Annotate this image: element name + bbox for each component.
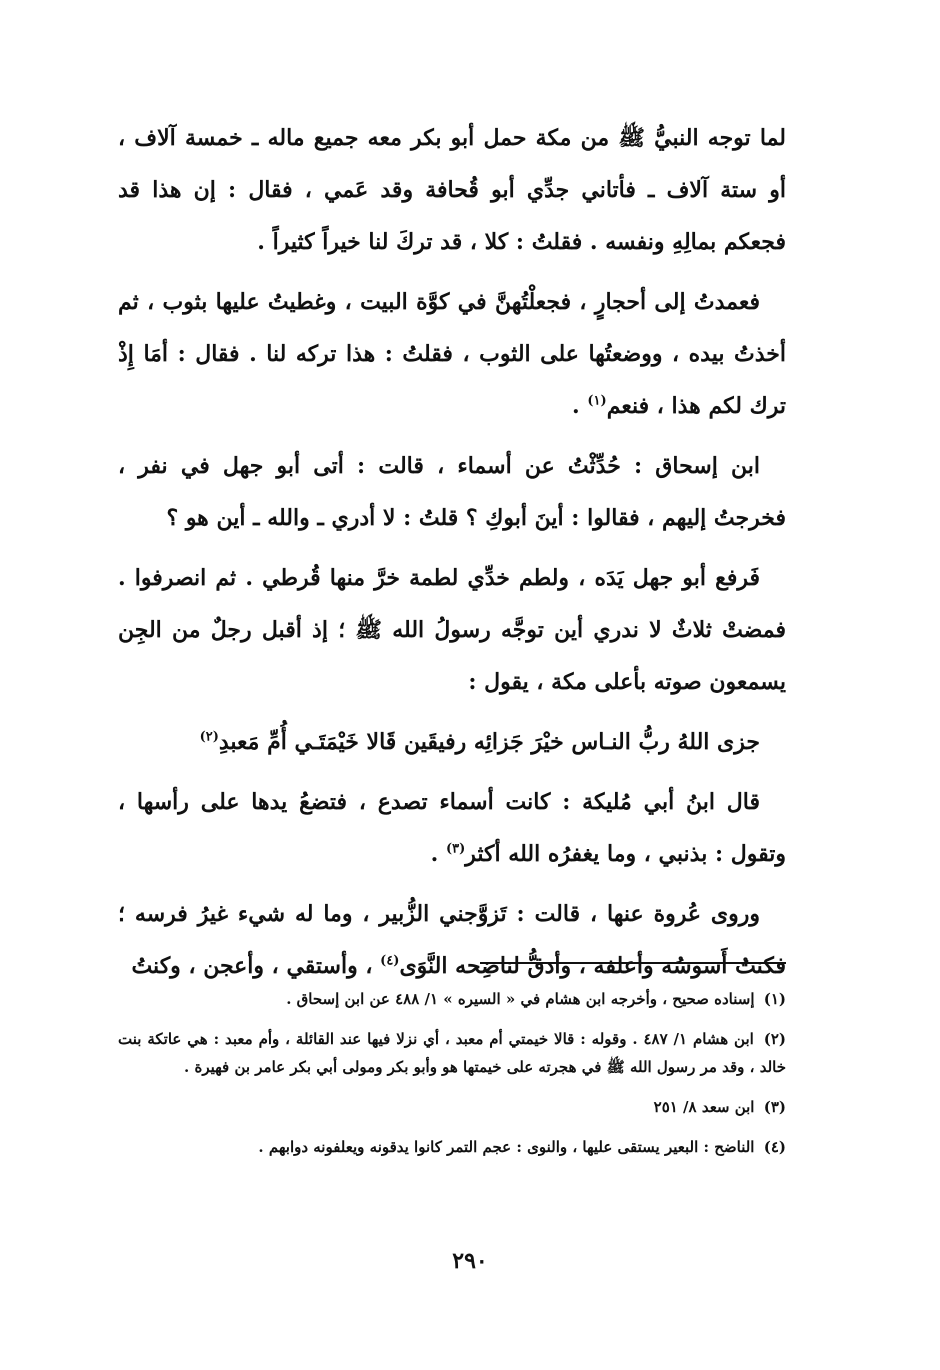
poem-verse: جزى اللهُ ربُّ النـاس خيْرَ جَزائِه رفيقَين قَالا خَيْمَتَـي أُمِّ مَعبدِ$^{(٢)}$ (199, 729, 760, 755)
paragraph-2: فعمدتُ إلى أحجارٍ ، فجعلْتُهنَّ في كوَّة البيت ، وغطيتُ عليها بثوب ، ثم أخذتُ بيده ، ووضعتُها على الثوب ، فقلتُ : هذا تركه لنا . فقال : أمَا إِذْ ترك لكم هذا ، فنعم$^{(١)}$ . (118, 289, 786, 419)
main-text (118, 112, 786, 1000)
footnote-separator (480, 962, 786, 964)
footnote-2: (٢) ابن هشام ١/ ٤٨٧ . وقوله : قالا خيمتي أم معبد ، أي نزلا فيها عند القائلة ، وأم معبد : هي عاتكة بنت خالد ، وقد مر رسول الله ﷺ في هجرته على خيمتها هو وأبو بكر ومولى أبي بكر عامر بن فهيرة . (118, 1030, 786, 1076)
paragraph-3: ابن إسحاق : حُدِّثْتُ عن أسماء ، قالت : أتى أبو جهل في نفر ، فخرجتُ إليهم ، فقالوا : أينَ أبوكِ ؟ قلتُ : لا أدري ـ والله ـ أين هو ؟ (118, 453, 786, 531)
footnote-ref-2: (٢) (199, 729, 219, 745)
paragraph-6: وروى عُروة عنها ، قالت : تَزوَّجني الزُّبير ، وما له شيء غيرُ فرسه ؛ فكنتُ أَسوسُه وأعلفه ، وأدقُّ لناضِحه النَّوَى$^{(٤)}$ ، وأستقي ، وأعجن ، وكنتُ (118, 901, 786, 979)
footnotes (118, 985, 786, 1173)
paragraph-5: قال ابنُ أبي مُليكة : كانت أسماء تصدع ، فتضعُ يدها على رأسها ، وتقول : بذنبي ، وما يغفرُه الله أكثر$^{(٣)}$ . (118, 789, 786, 867)
paragraph-4: فَرفع أبو جهل يَدَه ، ولطم خدِّي لطمة خرَّ منها قُرطي . ثم انصرفوا . فمضتْ ثلاثٌ لا ندري أين توجَّه رسولُ الله ﷺ ؛ إذ أقبل رجلٌ من الجِن يسمعون صوته بأعلى مكة ، يقول : (118, 565, 786, 695)
footnote-ref-4: (٤) (380, 953, 400, 969)
paragraph-1: لما توجه النبيُّ ﷺ من مكة حمل أبو بكر معه جميع ماله ـ خمسة آلاف ، أو ستة آلاف ـ فأتاني جدِّي أبو قُحافة وقد عَمي ، فقال : إن هذا قد فجعكم بمالِهِ ونفسه . فقلتُ : كلا ، قد تركَ لنا خيراً كثيراً . (118, 125, 786, 255)
page-number: ٢٩٠ (452, 1248, 488, 1274)
footnote-3: (٣) ابن سعد ٨/ ٢٥١ (653, 1098, 786, 1116)
footnote-ref-1: (١) (587, 393, 607, 409)
footnote-4: (٤) الناضح : البعير يستقى عليها ، والنوى : عجم التمر كانوا يدقونه ويعلفونه دوابهم . (258, 1138, 786, 1156)
footnote-1: (١) إسناده صحيح ، وأخرجه ابن هشام في « السيره » ١/ ٤٨٨ عن ابن إسحاق . (286, 990, 786, 1008)
footnote-ref-3: (٣) (445, 841, 466, 857)
